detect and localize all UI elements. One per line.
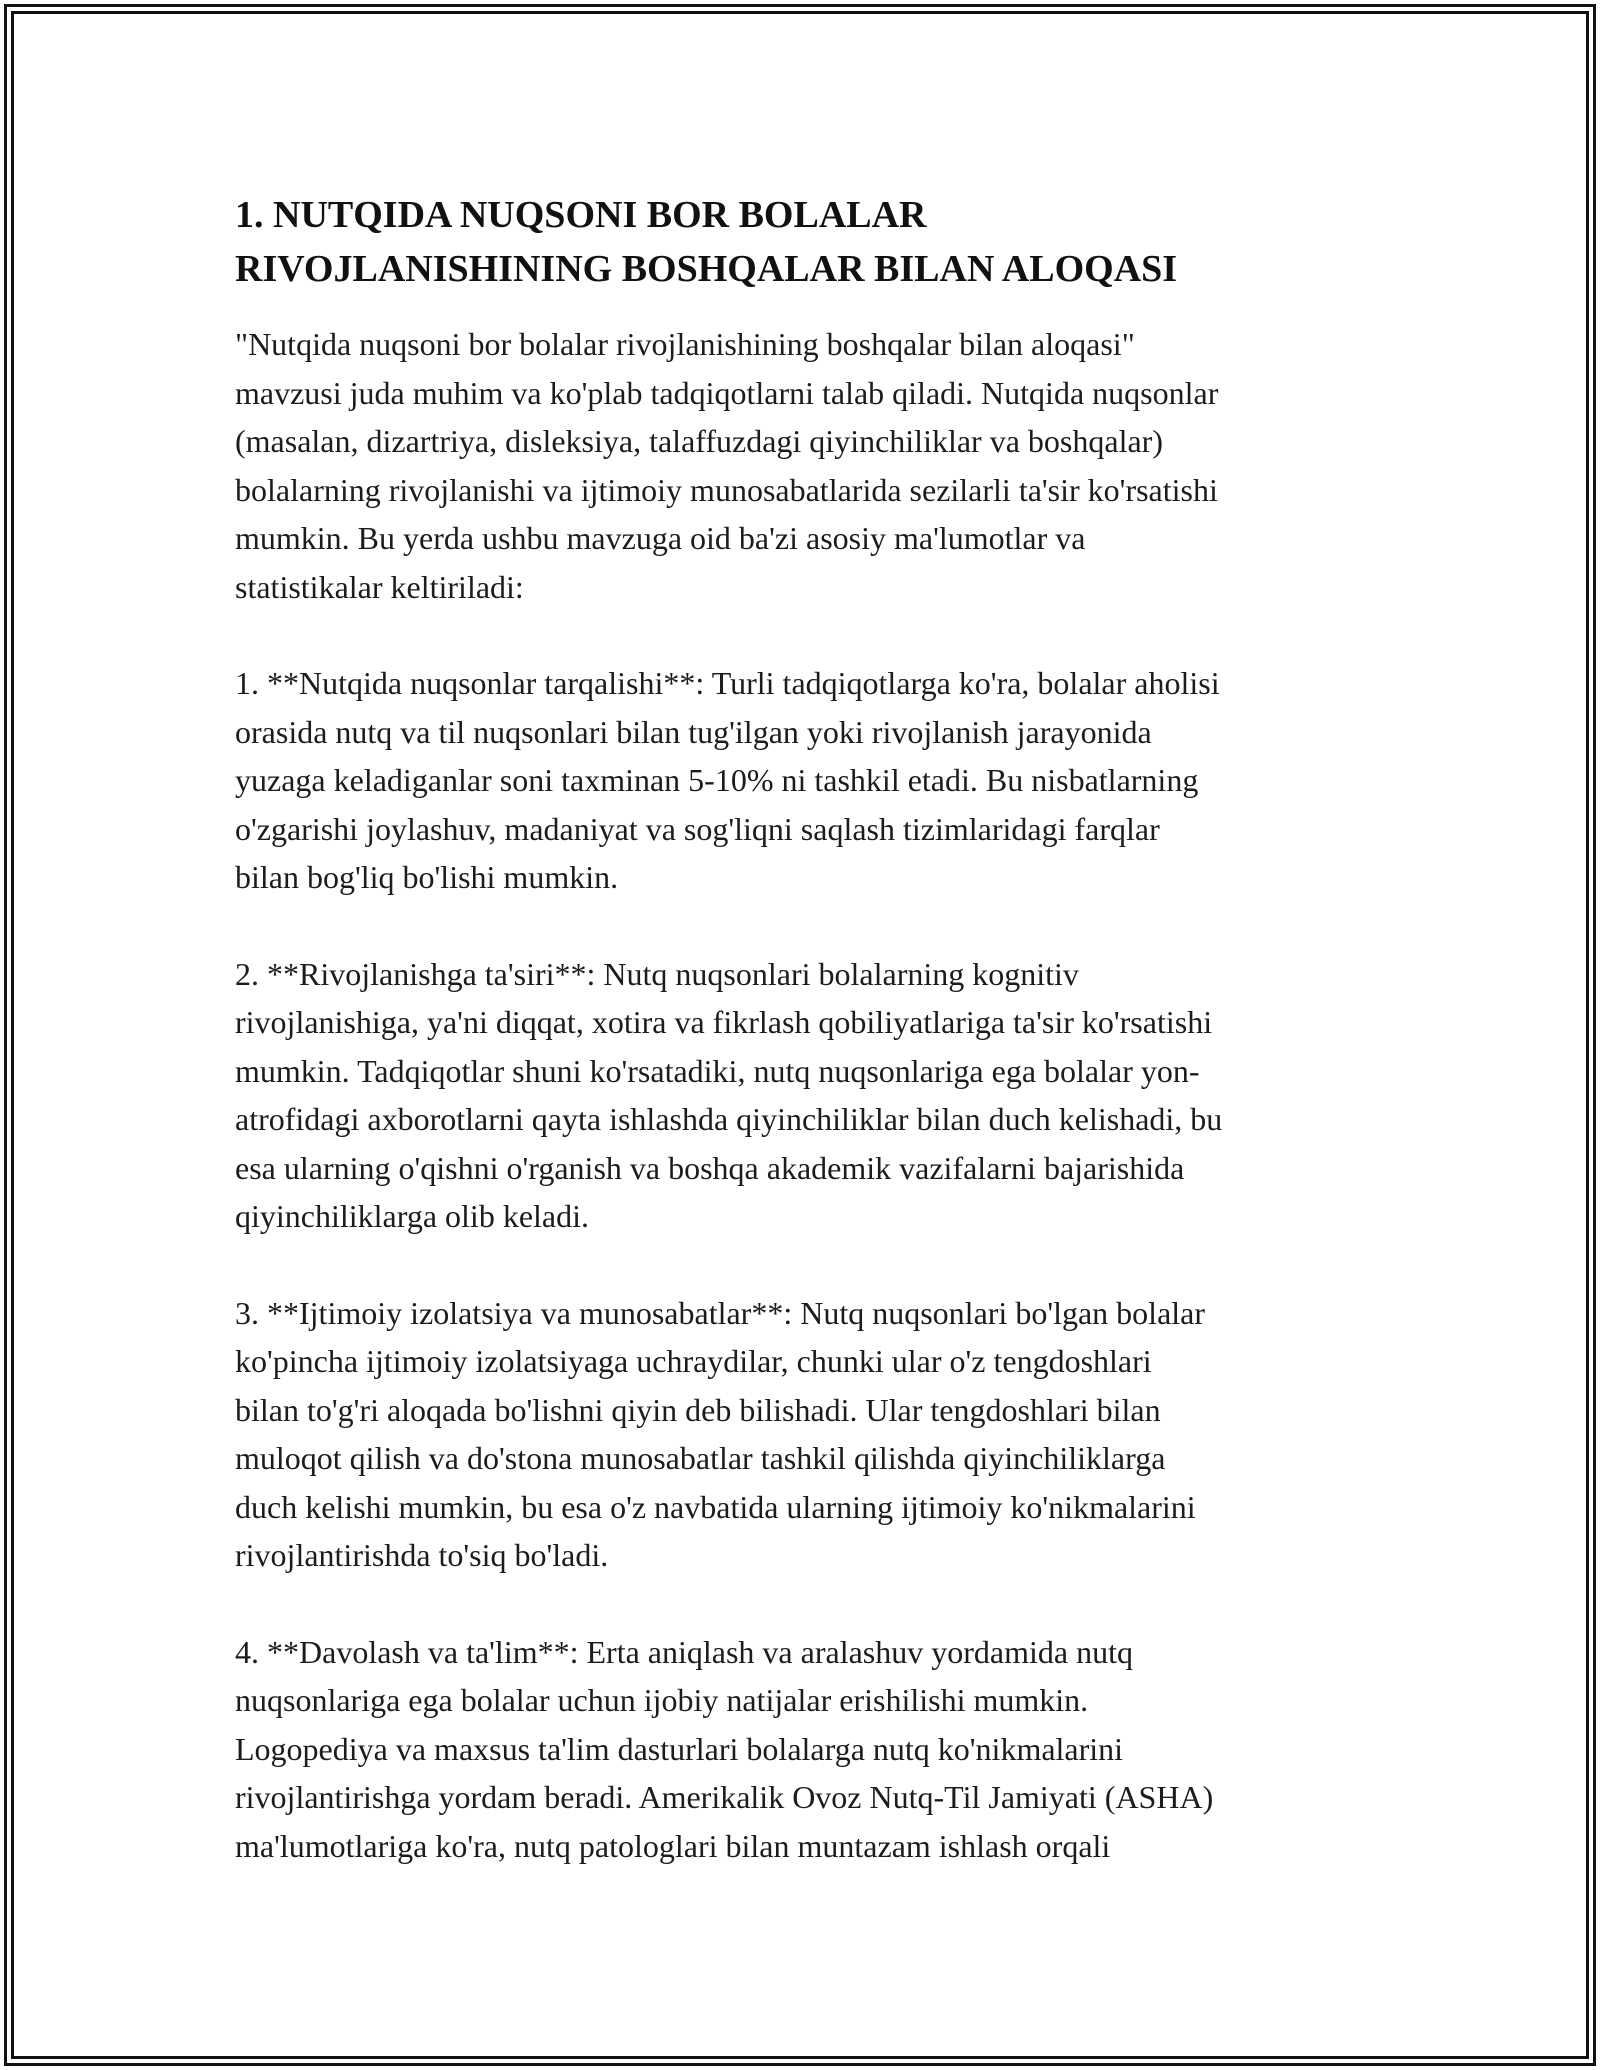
document-body	[235, 188, 1385, 1918]
section-heading: 1. NUTQIDA NUQSONI BOR BOLALAR RIVOJLANISHINING BOSHQALAR BILAN ALOQASI	[235, 194, 1178, 290]
intro-paragraph: "Nutqida nuqsoni bor bolalar rivojlanishining boshqalar bilan aloqasi" mavzusi juda muhim va ko'plab tadqiqotlarni talab qiladi. Nutqida nuqsonlar (masalan, dizartriya, disleksiya, talaffuzdagi qiyinchiliklar va boshqalar) bolalarning rivojlanishi va ijtimoiy munosabatlarida sezilarli ta'sir ko'rsatishi mumkin. Bu yerda ushbu mavzuga oid ba'zi asosiy ma'lumotlar va statistikalar keltiriladi:	[235, 326, 1219, 605]
point-2-paragraph: 2. **Rivojlanishga ta'siri**: Nutq nuqsonlari bolalarning kognitiv rivojlanishiga, ya'ni diqqat, xotira va fikrlash qobiliyatlariga ta'sir ko'rsatishi mumkin. Tadqiqotlar shuni ko'rsatadiki, nutq nuqsonlariga ega bolalar yon- atrofidagi axborotlarni qayta ishlashda qiyinchiliklar bilan duch kelishadi, bu esa ularning o'qishni o'rganish va boshqa akademik vazifalarni bajarishida qiyinchiliklarga olib keladi.	[235, 955, 1223, 1234]
point-3-paragraph: 3. **Ijtimoiy izolatsiya va munosabatlar**: Nutq nuqsonlari bo'lgan bolalar ko'pincha ijtimoiy izolatsiyaga uchraydilar, chunki ular o'z tengdoshlari bilan to'g'ri aloqada bo'lishni qiyin deb bilishadi. Ular tengdoshlari bilan muloqot qilish va do'stona munosabatlar tashkil qilishda qiyinchiliklarga duch kelishi mumkin, bu esa o'z navbatida ularning ijtimoiy ko'nikmalarini rivojlantirishda to'siq bo'ladi.	[235, 1294, 1206, 1573]
point-1-paragraph: 1. **Nutqida nuqsonlar tarqalishi**: Turli tadqiqotlarga ko'ra, bolalar aholisi orasida nutq va til nuqsonlari bilan tug'ilgan yoki rivojlanish jarayonida yuzaga keladiganlar soni taxminan 5-10% ni tashkil etadi. Bu nisbatlarning o'zgarishi joylashuv, madaniyat va sog'liqni saqlash tizimlaridagi farqlar bilan bog'liq bo'lishi mumkin.	[235, 665, 1220, 895]
point-4-paragraph: 4. **Davolash va ta'lim**: Erta aniqlash va aralashuv yordamida nutq nuqsonlariga ega bolalar uchun ijobiy natijalar erishilishi mumkin. Logopediya va maxsus ta'lim dasturlari bolalarga nutq ko'nikmalarini rivojlantirishga yordam beradi. Amerikalik Ovoz Nutq-Til Jamiyati (ASHA) ma'lumotlariga ko'ra, nutq patologlari bilan muntazam ishlash orqali	[235, 1633, 1214, 1864]
